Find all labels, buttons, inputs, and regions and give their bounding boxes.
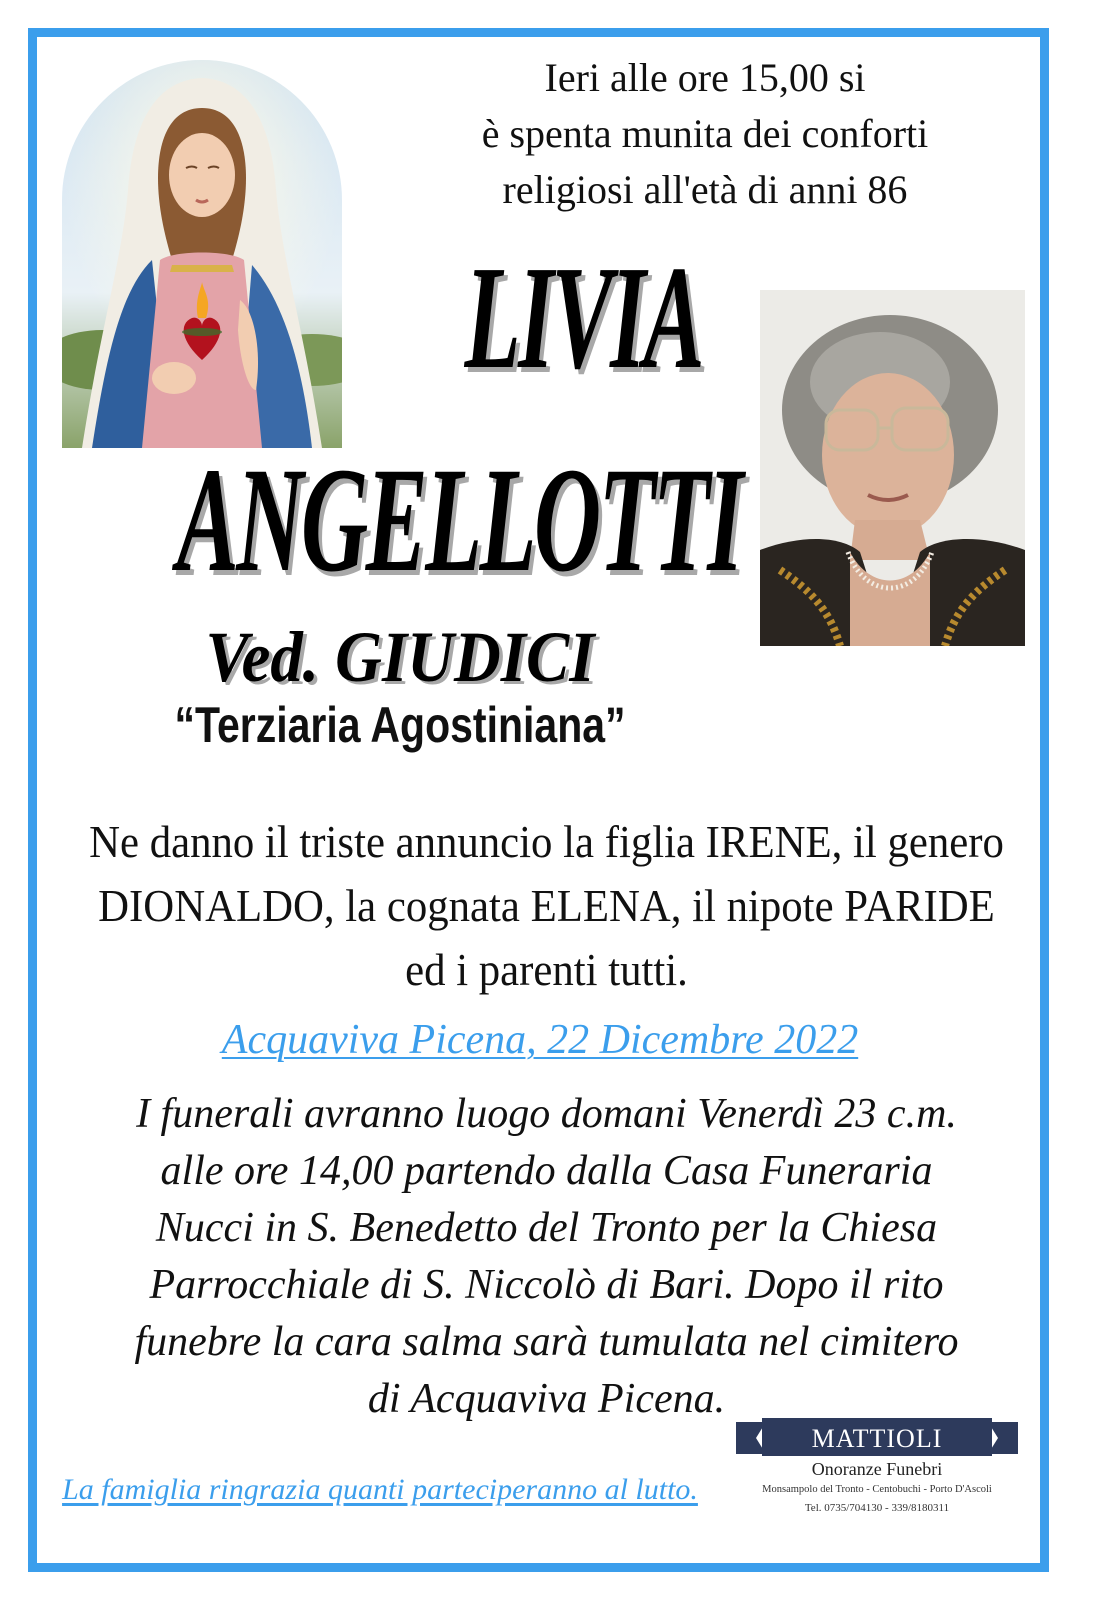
- funeral-line: funebre la cara salma sarà tumulata nel cimitero: [134, 1319, 959, 1365]
- announcement-line: DIONALDO, la cognata ELENA, il nipote PARIDE: [98, 880, 995, 931]
- announcement: [40, 810, 1053, 1002]
- logo-phone: Tel. 0735/704130 - 339/8180311: [804, 1502, 950, 1514]
- deceased-last-name: ANGELLOTTI: [176, 437, 741, 603]
- logo-subtitle: Onoranze Funebri: [811, 1459, 943, 1479]
- place-date: [40, 1012, 1040, 1068]
- intro-line: religiosi all'età di anni 86: [502, 167, 908, 212]
- funeral-details: [40, 1086, 1053, 1428]
- intro-line: Ieri alle ore 15,00 si: [544, 55, 866, 100]
- thanks-text: La famiglia ringrazia quanti parteciperanno al lutto.: [62, 1473, 698, 1506]
- announcement-line: Ne danno il triste annuncio la figlia IRENE, il genero: [89, 816, 1004, 867]
- funeral-line: alle ore 14,00 partendo dalla Casa Funeraria: [160, 1148, 933, 1194]
- funeral-line: I funerali avranno luogo domani Venerdì 23 c.m.: [136, 1091, 957, 1137]
- place-date-text: Acquaviva Picena, 22 Dicembre 2022: [221, 1017, 859, 1063]
- funeral-line: Nucci in S. Benedetto del Tronto per la Chiesa: [155, 1205, 938, 1251]
- funeral-line: di Acquaviva Picena.: [367, 1376, 726, 1422]
- thanks-note: [60, 1470, 700, 1510]
- funeral-home-logo: [736, 1416, 1018, 1526]
- funeral-line: Parrocchiale di S. Niccolò di Bari. Dopo il rito: [149, 1262, 944, 1308]
- intro-text: [410, 50, 1000, 218]
- madonna-image: [62, 60, 342, 448]
- logo-places: Monsampolo del Tronto - Centobuchi - Porto D'Ascoli: [762, 1484, 992, 1495]
- religious-title: “Terziaria Agostiniana”: [174, 697, 626, 753]
- deceased-first-name: LIVIA: [464, 236, 703, 400]
- logo-name: MATTIOLI: [811, 1424, 943, 1453]
- deceased-portrait: [760, 290, 1025, 646]
- married-name: Ved. GIUDICI: [205, 617, 595, 697]
- announcement-line: ed i parenti tutti.: [405, 944, 688, 995]
- intro-line: è spenta munita dei conforti: [481, 111, 929, 156]
